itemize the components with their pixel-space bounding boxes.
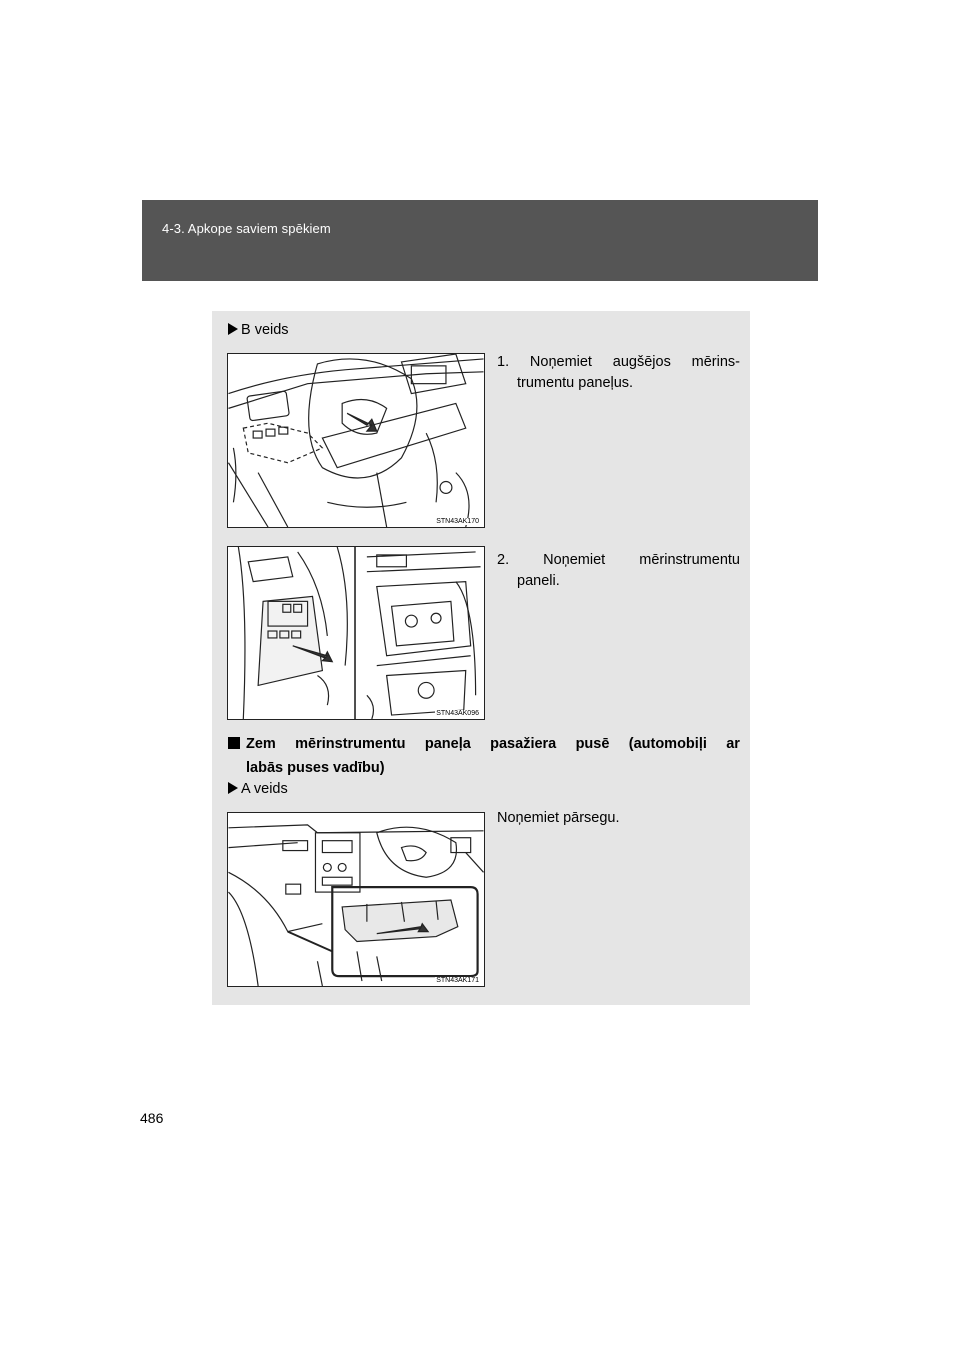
figure-meter-panel bbox=[227, 546, 485, 720]
variant-label-b bbox=[228, 322, 289, 338]
chapter-header bbox=[142, 200, 818, 281]
section-heading bbox=[228, 732, 740, 780]
figure-code: STN43AK096 bbox=[436, 710, 479, 717]
section-word: (automobiļi bbox=[628, 736, 707, 752]
section-heading-line-1 bbox=[228, 732, 740, 756]
triangle-bullet-icon bbox=[228, 323, 238, 335]
step-1-line-2: trumentu paneļus. bbox=[517, 375, 634, 391]
step-a-text: Noņemiet pārsegu. bbox=[497, 810, 620, 826]
step-2-word: 2. bbox=[497, 552, 510, 568]
figure-upper-panels bbox=[227, 353, 485, 528]
figure-code: STN43AK170 bbox=[436, 518, 479, 525]
step-1-word: Noņemiet bbox=[529, 354, 592, 370]
section-word: Zem bbox=[246, 736, 276, 752]
step-2-line-2: paneli. bbox=[517, 573, 560, 589]
section-word: pasažiera bbox=[490, 736, 557, 752]
step-2-word: Noņemiet bbox=[543, 552, 606, 568]
section-word: ar bbox=[726, 736, 740, 752]
step-2-line-1 bbox=[497, 550, 740, 571]
variant-label-b-text: B veids bbox=[241, 322, 289, 338]
dashboard-illustration-3 bbox=[228, 813, 484, 986]
square-bullet-icon bbox=[228, 737, 240, 749]
figure-cover bbox=[227, 812, 485, 987]
variant-label-a bbox=[228, 781, 288, 797]
section-title: 4-3. Apkope saviem spēkiem bbox=[162, 221, 331, 236]
step-1-word: mērins- bbox=[691, 354, 740, 370]
dashboard-illustration-1 bbox=[228, 354, 484, 527]
section-heading-line-2: labās puses vadību) bbox=[246, 760, 385, 776]
section-word: pusē bbox=[575, 736, 610, 752]
section-heading-first bbox=[228, 732, 276, 756]
variant-label-a-text: A veids bbox=[241, 781, 288, 797]
dashboard-illustration-2 bbox=[228, 547, 484, 719]
step-1-text bbox=[497, 352, 740, 394]
step-1-word: 1. bbox=[497, 354, 510, 370]
page-number: 486 bbox=[140, 1110, 164, 1126]
figure-code: STN43AK171 bbox=[436, 977, 479, 984]
section-word: mērinstrumentu bbox=[295, 736, 406, 752]
section-word: paneļa bbox=[424, 736, 471, 752]
step-1-line-1 bbox=[497, 352, 740, 373]
step-1-word: augšējos bbox=[612, 354, 671, 370]
triangle-bullet-icon bbox=[228, 782, 238, 794]
step-2-text bbox=[497, 550, 740, 592]
step-2-word: mērinstrumentu bbox=[639, 552, 740, 568]
